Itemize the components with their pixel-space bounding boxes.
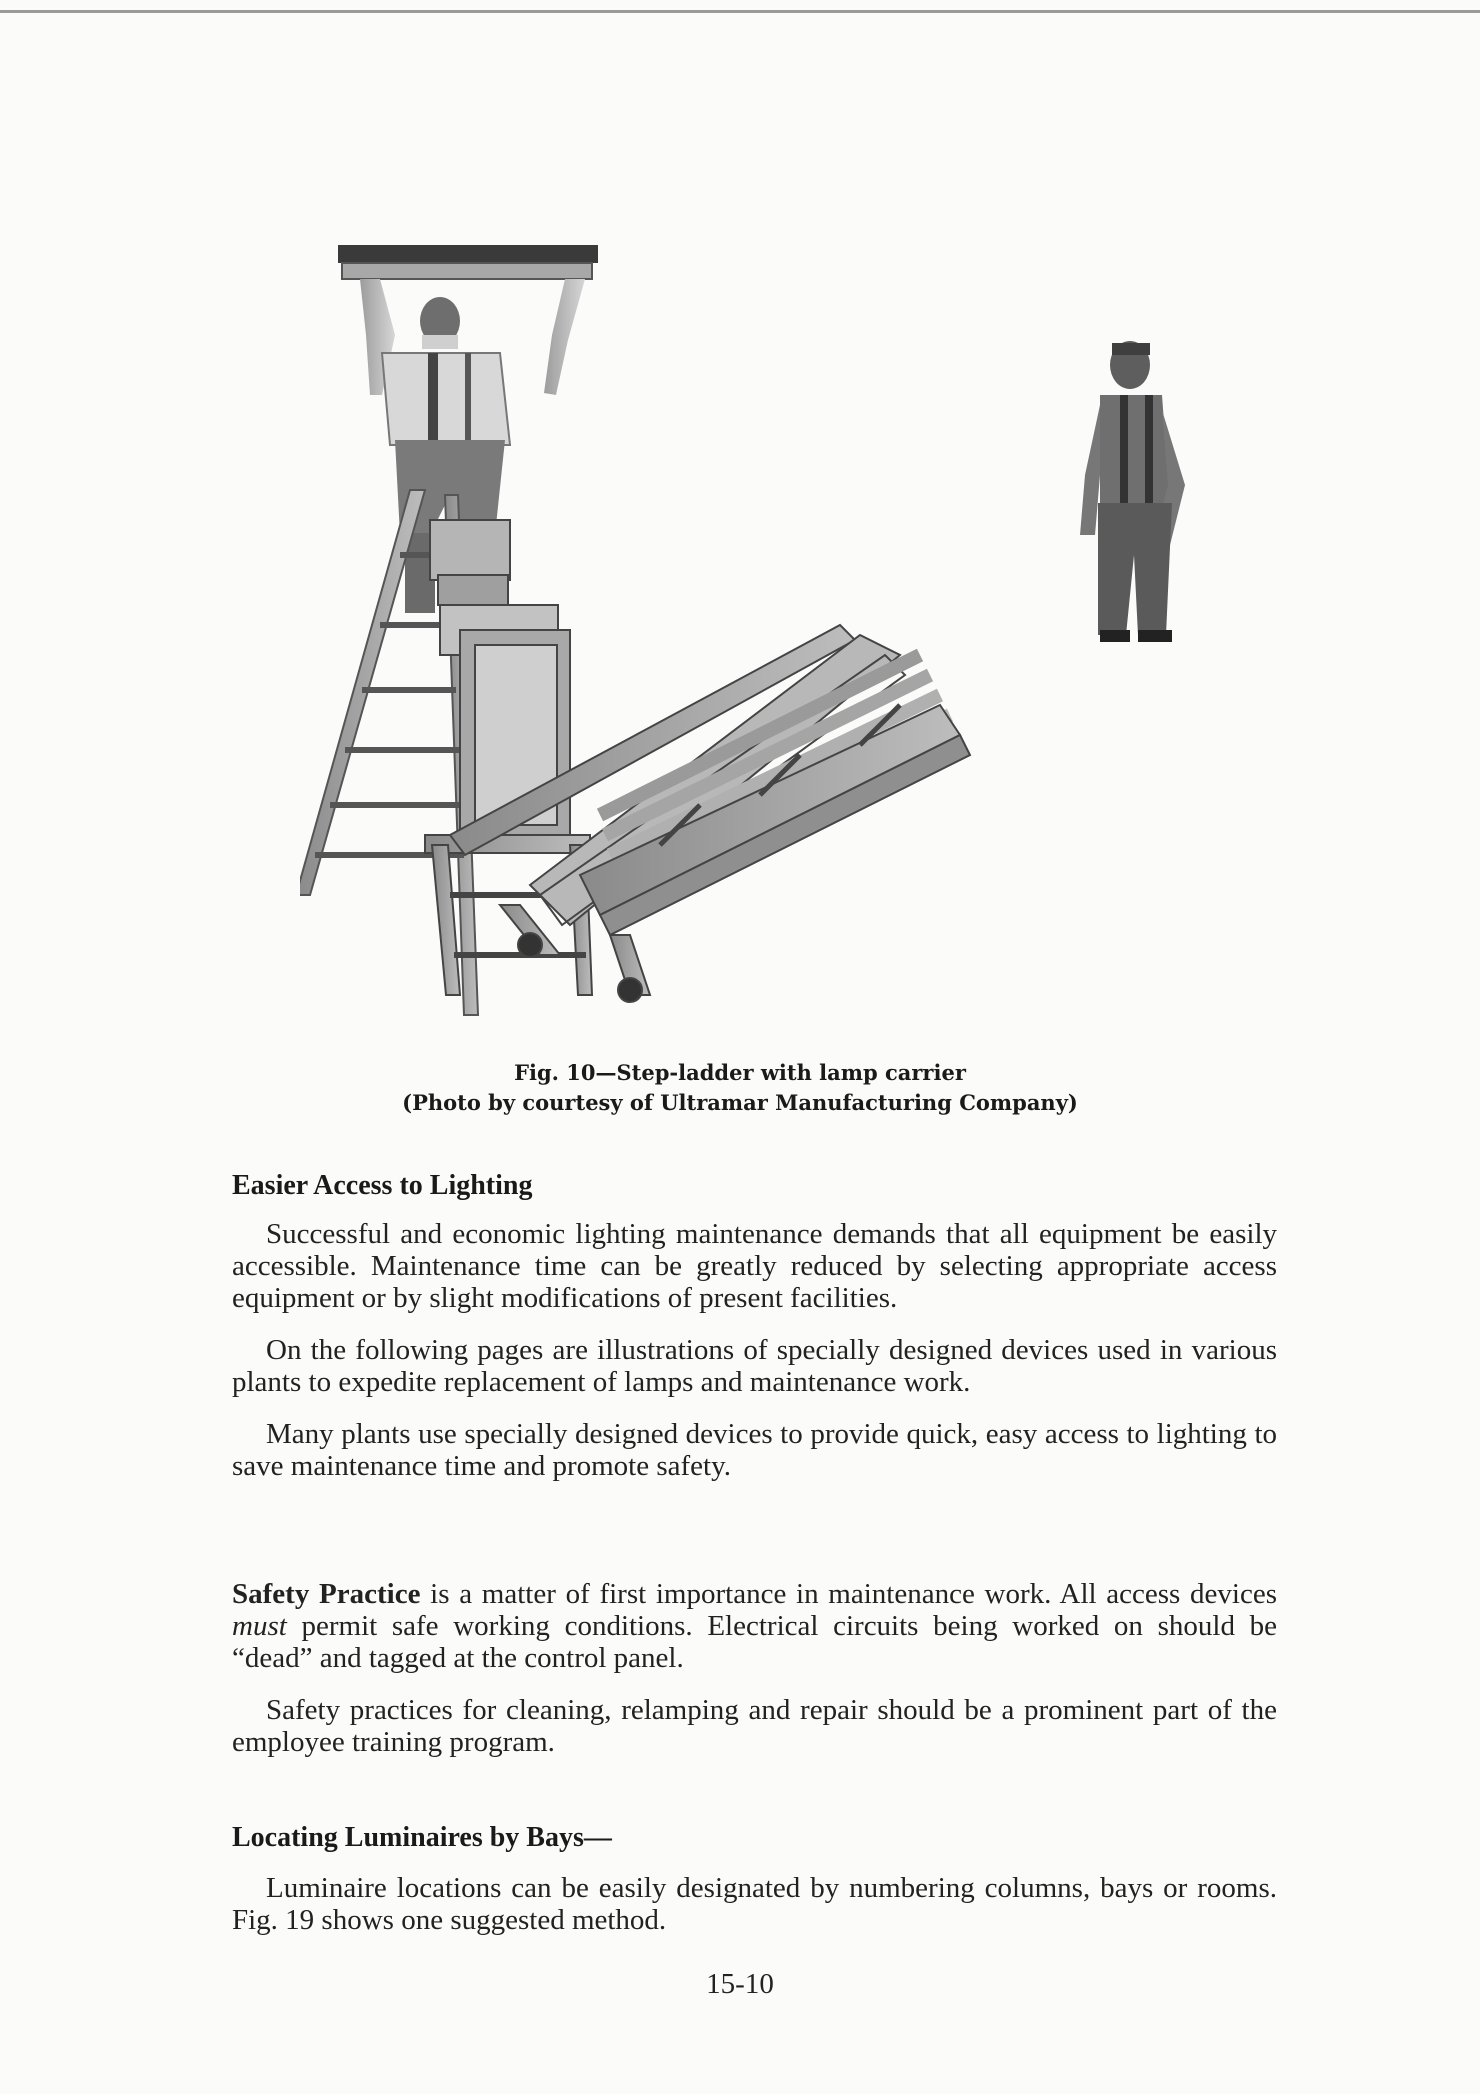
heading-locating: Locating Luminaires by Bays— xyxy=(232,1822,612,1853)
figure-photo xyxy=(300,235,1200,1035)
paragraph-safety-2: Safety practices for cleaning, relamping and repair should be a prominent part of the employee training program. xyxy=(232,1694,1277,1758)
heading-easier-access: Easier Access to Lighting xyxy=(232,1170,533,1201)
lamp-carrier xyxy=(425,520,592,995)
section-safety xyxy=(232,1578,1277,1758)
top-rule xyxy=(0,10,1480,13)
paragraph-access-1: Successful and economic lighting maintenance demands that all equipment be easily accessible. Maintenance time can be greatly reduced by selecting appropriate access equipment or by slight modifications of present facilities. xyxy=(232,1218,1277,1314)
safety-practice-runin: Safety Practice xyxy=(232,1578,421,1610)
caption-line-2: (Photo by courtesy of Ultramar Manufacturing Company) xyxy=(402,1090,1078,1115)
figure-caption xyxy=(0,1058,1480,1118)
safety-text-b: permit safe working conditions. Electrical circuits being worked on should be “dead” and tagged at the control panel. xyxy=(232,1610,1277,1674)
section-easier-access xyxy=(232,1218,1277,1482)
section-locating xyxy=(232,1872,1277,1936)
safety-text-a: is a matter of first importance in maintenance work. All access devices xyxy=(420,1578,1278,1610)
luminaire-overhead xyxy=(338,245,598,279)
man-pushing xyxy=(1080,341,1185,642)
safety-emphasis: must xyxy=(232,1610,287,1642)
paragraph-access-3: Many plants use specially designed devices to provide quick, easy access to lighting to save maintenance time and promote safety. xyxy=(232,1418,1277,1482)
page-number: 15-10 xyxy=(706,1968,774,2000)
caption-line-1: Fig. 10—Step-ladder with lamp carrier xyxy=(514,1060,966,1085)
paragraph-safety-1 xyxy=(232,1578,1277,1674)
paragraph-access-2: On the following pages are illustrations of specially designed devices used in various plants to expedite replacement of lamps and maintenance work. xyxy=(232,1334,1277,1398)
paragraph-locating-1: Luminaire locations can be easily designated by numbering columns, bays or rooms. Fig. 19 shows one suggested method. xyxy=(232,1872,1277,1936)
